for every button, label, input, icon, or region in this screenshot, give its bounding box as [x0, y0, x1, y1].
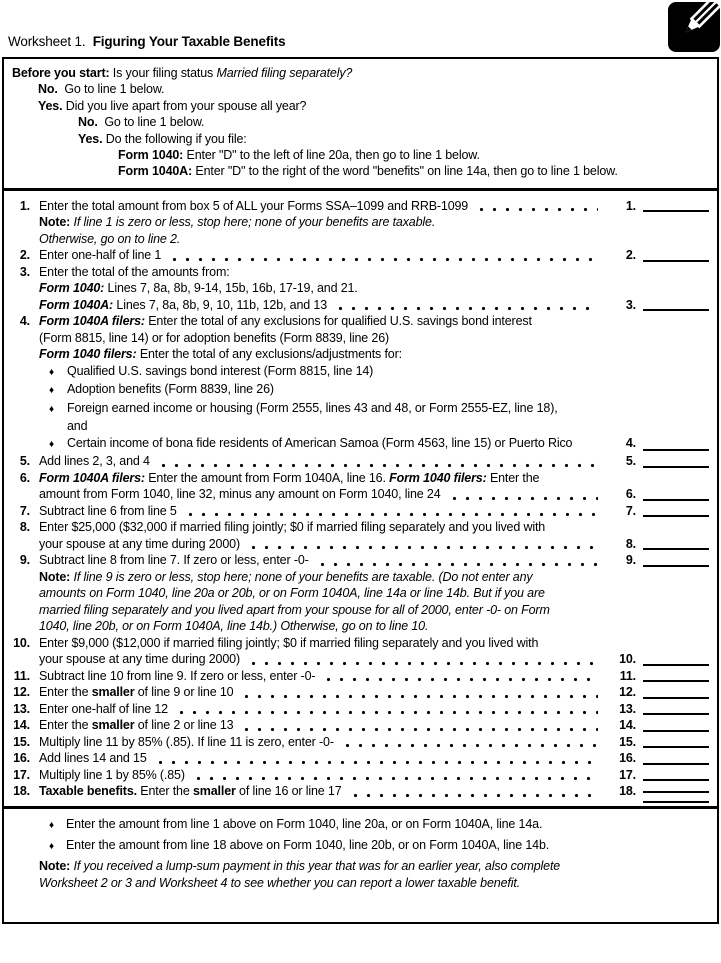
answer-entry-line[interactable] [643, 258, 709, 262]
worksheet-row [4, 214, 717, 231]
text-segment: Enter the amount from line 1 above on Form 1040, line 20a, or on Form 1040A, line 14a. [66, 816, 543, 831]
worksheet-row [4, 264, 717, 281]
line-number: 2. [19, 248, 30, 263]
text-segment: Worksheet 2 or 3 and Worksheet 4 to see whether you can report a lower taxable benefit. [39, 875, 520, 890]
worksheet-row [4, 519, 717, 536]
text-segment: Enter the [486, 470, 540, 485]
text-segment: Form 1040A: [118, 164, 193, 179]
worksheet-row [4, 363, 717, 382]
text-segment: Lines 7, 8a, 8b, 9, 10, 11b, 12b, and 13 [113, 297, 328, 312]
answer-entry-line[interactable] [643, 695, 709, 699]
text-segment: Form 1040 filers: [39, 347, 137, 362]
row-content [39, 503, 606, 520]
worksheet-row [4, 585, 717, 602]
text-segment: amount from Form 1040, line 32, minus any amount on Form 1040, line 24 [39, 487, 441, 502]
worksheet-row [4, 418, 717, 435]
text-segment: (Form 8815, line 14) or for adoption benefits (Form 8839, line 26) [39, 330, 390, 345]
answer-number: 3. [625, 297, 636, 312]
text-segment: If line 1 is zero or less, stop here; none of your benefits are taxable. [70, 215, 436, 230]
text-segment: Enter the total amount from box 5 of ALL your Forms SSA–1099 and RRB-1099 [39, 198, 469, 213]
answer-number: 2. [625, 248, 636, 263]
answer-number: 8. [625, 536, 636, 551]
line-number: 12. [13, 685, 30, 700]
worksheet-row [4, 651, 717, 668]
line-number: 4. [19, 314, 30, 329]
text-segment: Enter "D" to the right of the word "benefits" on line 14a, then go to line 1 below. [192, 164, 618, 179]
text-segment: Foreign earned income or housing (Form 2555, lines 43 and 48, or Form 2555-EZ, line 18), [67, 400, 558, 415]
answer-number: 4. [625, 435, 636, 450]
text-segment: Form 1040: [39, 281, 105, 296]
text-segment: Qualified U.S. savings bond interest (Form 8815, line 14) [67, 363, 374, 378]
text-segment: amounts on Form 1040, line 20a or 20b, or on Form 1040A, line 14a or line 14b. But if you are [39, 586, 545, 601]
text-segment: Enter the total of the amounts from: [39, 264, 230, 279]
text-segment: Enter one-half of line 1 [39, 248, 162, 263]
row-content [39, 519, 709, 536]
dot-leader [334, 306, 598, 311]
dot-leader [240, 727, 598, 732]
footer-row [4, 837, 717, 855]
row-content [39, 486, 606, 503]
answer-number: 11. [619, 668, 636, 683]
text-segment: Enter the [136, 784, 193, 799]
page-title [8, 34, 285, 49]
row-content [39, 651, 606, 668]
row-content [39, 734, 606, 751]
answer-number: 13. [619, 701, 636, 716]
worksheet-row [4, 569, 717, 586]
text-segment: Adoption benefits (Form 8839, line 26) [67, 382, 274, 397]
line-number: 13. [13, 701, 30, 716]
text-segment: Enter the amount from line 18 above on Form 1040, line 20b, or on Form 1040A, line 14b. [66, 837, 550, 852]
row-content [39, 313, 709, 330]
text-segment: Add lines 2, 3, and 4 [39, 454, 150, 469]
dot-leader [322, 677, 598, 682]
bullet-icon: ♦ [49, 438, 54, 450]
line-number: 11. [13, 668, 30, 683]
row-content [39, 470, 709, 487]
bullet-icon: ♦ [49, 403, 54, 415]
row-content [39, 418, 709, 435]
row-content [39, 816, 709, 834]
text-segment: Yes. [78, 131, 103, 146]
text-segment: Enter "D" to the left of line 20a, then go to line 1 below. [183, 148, 480, 163]
row-content [39, 602, 709, 619]
text-segment: Did you live apart from your spouse all year? [62, 98, 307, 113]
row-content [39, 569, 709, 586]
dot-leader [341, 743, 598, 748]
text-segment: Multiply line 1 by 85% (.85) [39, 767, 185, 782]
answer-entry-line[interactable] [643, 307, 709, 311]
row-content [39, 552, 606, 569]
text-segment: If line 9 is zero or less, stop here; none of your benefits are taxable. (Do not enter any [70, 569, 533, 584]
answer-number: 15. [619, 734, 636, 749]
answer-entry-line[interactable] [643, 563, 709, 567]
text-segment: smaller [192, 784, 236, 799]
text-segment: No. [38, 82, 58, 97]
row-content [39, 214, 709, 231]
text-segment: 1040, line 20b, or on Form 1040A, line 14b.) Otherwise, go on to line 10. [39, 619, 429, 634]
before-row [12, 81, 709, 97]
row-content [39, 858, 709, 875]
bullet-icon: ♦ [49, 840, 54, 852]
row-content [39, 668, 606, 685]
answer-entry-line[interactable] [643, 744, 709, 748]
text-segment: Married filing separately? [216, 66, 353, 80]
row-content [39, 198, 606, 215]
answer-entry-line[interactable] [643, 791, 709, 803]
dot-leader [192, 776, 598, 781]
row-content [39, 684, 606, 701]
text-segment: Enter one-half of line 12 [39, 701, 168, 716]
bullet-icon: ♦ [49, 385, 54, 397]
text-segment: Enter the amount from Form 1040A, line 16. [144, 470, 390, 485]
worksheet-row [4, 231, 717, 248]
text-segment: Subtract line 6 from line 5 [39, 503, 177, 518]
line-number: 6. [19, 470, 30, 485]
line-number: 18. [13, 784, 30, 799]
worksheet-row [4, 381, 717, 400]
answer-entry-line[interactable] [643, 447, 709, 451]
worksheet-row [4, 618, 717, 635]
row-content [39, 717, 606, 734]
before-row [12, 147, 709, 163]
before-row [12, 65, 709, 81]
worksheet-row [4, 635, 717, 652]
text-segment: of line 9 or line 10 [134, 685, 234, 700]
row-content [39, 297, 606, 314]
worksheet-row [4, 400, 717, 419]
before-row [12, 114, 709, 130]
worksheet-box [2, 57, 719, 924]
text-segment: Enter $9,000 ($12,000 if married filing jointly; $0 if married filing separately and you lived with [39, 635, 539, 650]
text-segment: Enter the total of any exclusions for qualified U.S. savings bond interest [144, 314, 532, 329]
text-segment: Form 1040A filers: [39, 470, 145, 485]
answer-number: 16. [619, 751, 636, 766]
text-segment: and [67, 419, 88, 434]
footer-row [4, 875, 717, 892]
row-content [39, 330, 709, 347]
answer-number: 18. [619, 784, 636, 799]
row-content [39, 280, 709, 297]
worksheet-row [4, 280, 717, 297]
row-content [39, 635, 709, 652]
row-content [39, 536, 606, 553]
text-segment: your spouse at any time during 2000) [39, 536, 240, 551]
dot-leader [175, 710, 598, 715]
row-content [39, 618, 709, 635]
text-segment: Go to line 1 below. [97, 115, 205, 130]
worksheet-row [4, 717, 717, 734]
answer-number: 10. [619, 652, 636, 667]
row-content [39, 453, 606, 470]
worksheet-row [4, 247, 717, 264]
line-number: 8. [19, 520, 30, 535]
line-number: 3. [19, 264, 30, 279]
dot-leader [247, 661, 598, 666]
answer-entry-line[interactable] [643, 678, 709, 682]
text-segment: smaller [91, 685, 135, 700]
text-segment: No. [78, 115, 98, 130]
text-segment: Note: [39, 569, 71, 584]
text-segment: Enter the [39, 718, 92, 733]
worksheet-number: Worksheet 1. [8, 34, 93, 49]
worksheet-row [4, 701, 717, 718]
dot-leader [168, 257, 598, 262]
dot-leader [475, 207, 598, 212]
text-segment: married filing separately and you lived apart from your spouse for all of 2000, enter -0- on Form [39, 602, 550, 617]
text-segment: Yes. [38, 98, 63, 113]
row-content [39, 875, 709, 892]
text-segment: your spouse at any time during 2000) [39, 652, 240, 667]
answer-number: 17. [619, 767, 636, 782]
answer-number: 1. [625, 198, 636, 213]
text-segment: Enter the [39, 685, 92, 700]
text-segment: Is your filing status [109, 66, 217, 80]
text-segment: If you received a lump-sum payment in this year that was for an earlier year, also complete [70, 858, 561, 873]
worksheet-row [4, 313, 717, 330]
answer-entry-line[interactable] [643, 497, 709, 501]
worksheet-row [4, 783, 717, 800]
before-row [12, 131, 709, 147]
answer-entry-line[interactable] [643, 464, 709, 468]
row-content [39, 750, 606, 767]
row-content [39, 435, 606, 454]
worksheet-row [4, 750, 717, 767]
text-segment: of line 2 or line 13 [134, 718, 234, 733]
row-content [39, 701, 606, 718]
answer-number: 6. [625, 487, 636, 502]
answer-entry-line[interactable] [643, 546, 709, 550]
dot-leader [184, 512, 598, 517]
row-content [39, 231, 709, 248]
row-content [39, 346, 709, 363]
worksheet-row [4, 734, 717, 751]
pencil-icon [668, 2, 720, 52]
worksheet-lines-section [4, 191, 717, 806]
text-segment: Otherwise, go on to line 2. [39, 231, 181, 246]
row-content [39, 264, 709, 281]
text-segment: Subtract line 10 from line 9. If zero or less, enter -0- [39, 668, 316, 683]
text-segment: Form 1040 filers: [389, 470, 487, 485]
text-segment: Enter $25,000 ($32,000 if married filing jointly; $0 if married filing separately and you lived with [39, 520, 546, 535]
worksheet-title: Figuring Your Taxable Benefits [92, 34, 286, 49]
dot-leader [316, 562, 598, 567]
worksheet-row [4, 767, 717, 784]
line-number: 17. [13, 767, 30, 782]
worksheet-row [4, 503, 717, 520]
text-segment: Enter the total of any exclusions/adjustments for: [136, 347, 402, 362]
dot-leader [448, 496, 598, 501]
line-number: 10. [13, 635, 30, 650]
worksheet-row [4, 668, 717, 685]
worksheet-row [4, 552, 717, 569]
footer-row [4, 858, 717, 875]
line-number: 15. [13, 734, 30, 749]
worksheet-row [4, 470, 717, 487]
answer-entry-line[interactable] [643, 728, 709, 732]
row-content [39, 247, 606, 264]
row-content [39, 837, 709, 855]
dot-leader [240, 694, 598, 699]
worksheet-row [4, 684, 717, 701]
worksheet-row [4, 297, 717, 314]
answer-entry-line[interactable] [643, 777, 709, 781]
dot-leader [349, 793, 598, 798]
row-content [39, 783, 606, 800]
text-segment: Subtract line 8 from line 7. If zero or less, enter -0- [39, 553, 309, 568]
row-content [39, 400, 709, 419]
worksheet-row [4, 453, 717, 470]
line-number: 9. [19, 553, 30, 568]
before-row [12, 163, 709, 179]
worksheet-row [4, 435, 717, 454]
answer-entry-line[interactable] [643, 761, 709, 765]
line-number: 7. [19, 503, 30, 518]
text-segment: Go to line 1 below. [57, 82, 165, 97]
answer-entry-line[interactable] [643, 711, 709, 715]
worksheet-row [4, 330, 717, 347]
dot-leader [157, 463, 598, 468]
text-segment: of line 16 or line 17 [235, 784, 342, 799]
answer-number: 12. [619, 685, 636, 700]
answer-entry-line[interactable] [643, 662, 709, 666]
text-segment: Form 1040: [118, 148, 184, 163]
answer-number: 5. [625, 454, 636, 469]
answer-number: 14. [619, 718, 636, 733]
worksheet-row [4, 536, 717, 553]
line-number: 14. [13, 718, 30, 733]
text-segment: Form 1040A filers: [39, 314, 145, 329]
text-segment: Certain income of bona fide residents of American Samoa (Form 4563, line 15) or Puerto Rico [67, 435, 573, 450]
bullet-icon: ♦ [49, 366, 54, 378]
text-segment: Add lines 14 and 15 [39, 751, 147, 766]
row-content [39, 585, 709, 602]
text-segment: Note: [39, 215, 71, 230]
text-segment: Do the following if you file: [102, 131, 247, 146]
worksheet-row [4, 346, 717, 363]
footer-row [4, 816, 717, 834]
worksheet-row [4, 602, 717, 619]
line-number: 5. [19, 454, 30, 469]
answer-entry-line[interactable] [643, 208, 709, 212]
text-segment: Lines 7, 8a, 8b, 9-14, 15b, 16b, 17-19, and 21. [104, 281, 358, 296]
text-segment: Note: [39, 858, 71, 873]
text-segment: Taxable benefits. [39, 784, 137, 799]
text-segment: Before you start: [12, 66, 110, 80]
worksheet-row [4, 486, 717, 503]
text-segment: Form 1040A: [39, 297, 114, 312]
text-segment: Multiply line 11 by 85% (.85). If line 11 is zero, enter -0- [39, 734, 334, 749]
row-content [39, 381, 709, 400]
before-you-start-section [4, 59, 717, 191]
answer-number: 7. [625, 503, 636, 518]
row-content [39, 767, 606, 784]
bullet-icon: ♦ [49, 819, 54, 831]
line-number: 1. [19, 198, 30, 213]
line-number: 16. [13, 751, 30, 766]
worksheet-row [4, 198, 717, 215]
text-segment: smaller [91, 718, 135, 733]
dot-leader [154, 760, 598, 765]
before-row [12, 98, 709, 114]
dot-leader [247, 545, 598, 550]
row-content [39, 363, 709, 382]
answer-entry-line[interactable] [643, 513, 709, 517]
answer-number: 9. [625, 553, 636, 568]
footer-section [4, 806, 717, 922]
